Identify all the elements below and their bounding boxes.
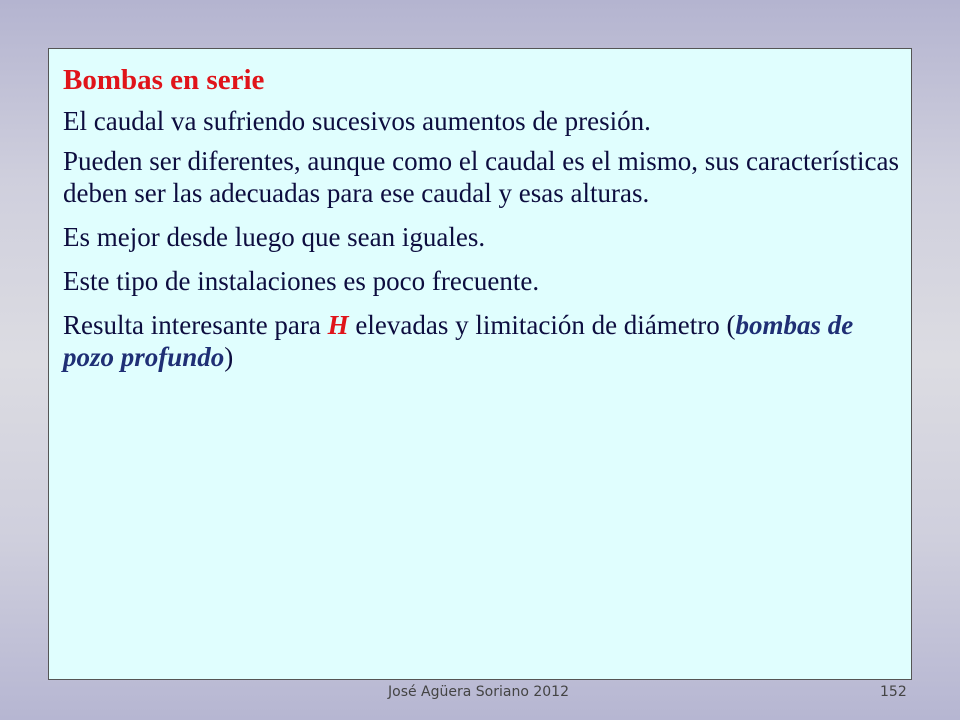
paragraph-characteristics: Pueden ser diferentes, aunque como el caudal es el mismo, sus características deben ser las adecuadas para ese caudal y esas alturas. — [63, 146, 899, 208]
slide-title: Bombas en serie — [63, 64, 265, 96]
paragraph-application — [63, 309, 903, 373]
application-text-end: ) — [224, 342, 234, 372]
page-number: 152 — [880, 684, 907, 700]
application-text-middle: elevadas y limitación de diámetro ( — [348, 310, 736, 340]
paragraph-equal: Es mejor desde luego que sean iguales. — [63, 222, 486, 252]
paragraph-pressure: El caudal va sufriendo sucesivos aumentos de presión. — [63, 106, 651, 136]
slide-panel — [48, 48, 912, 680]
slide-content — [63, 61, 903, 385]
deep-well-pumps-emphasis: bombas de pozo profundo — [63, 310, 854, 372]
slide-footer — [0, 684, 960, 704]
paragraph-frequency: Este tipo de instalaciones es poco frecuente. — [63, 266, 540, 296]
application-text-start: Resulta interesante para — [63, 310, 328, 340]
footer-author: José Agüera Soriano 2012 — [388, 684, 569, 700]
height-symbol: H — [327, 310, 349, 340]
